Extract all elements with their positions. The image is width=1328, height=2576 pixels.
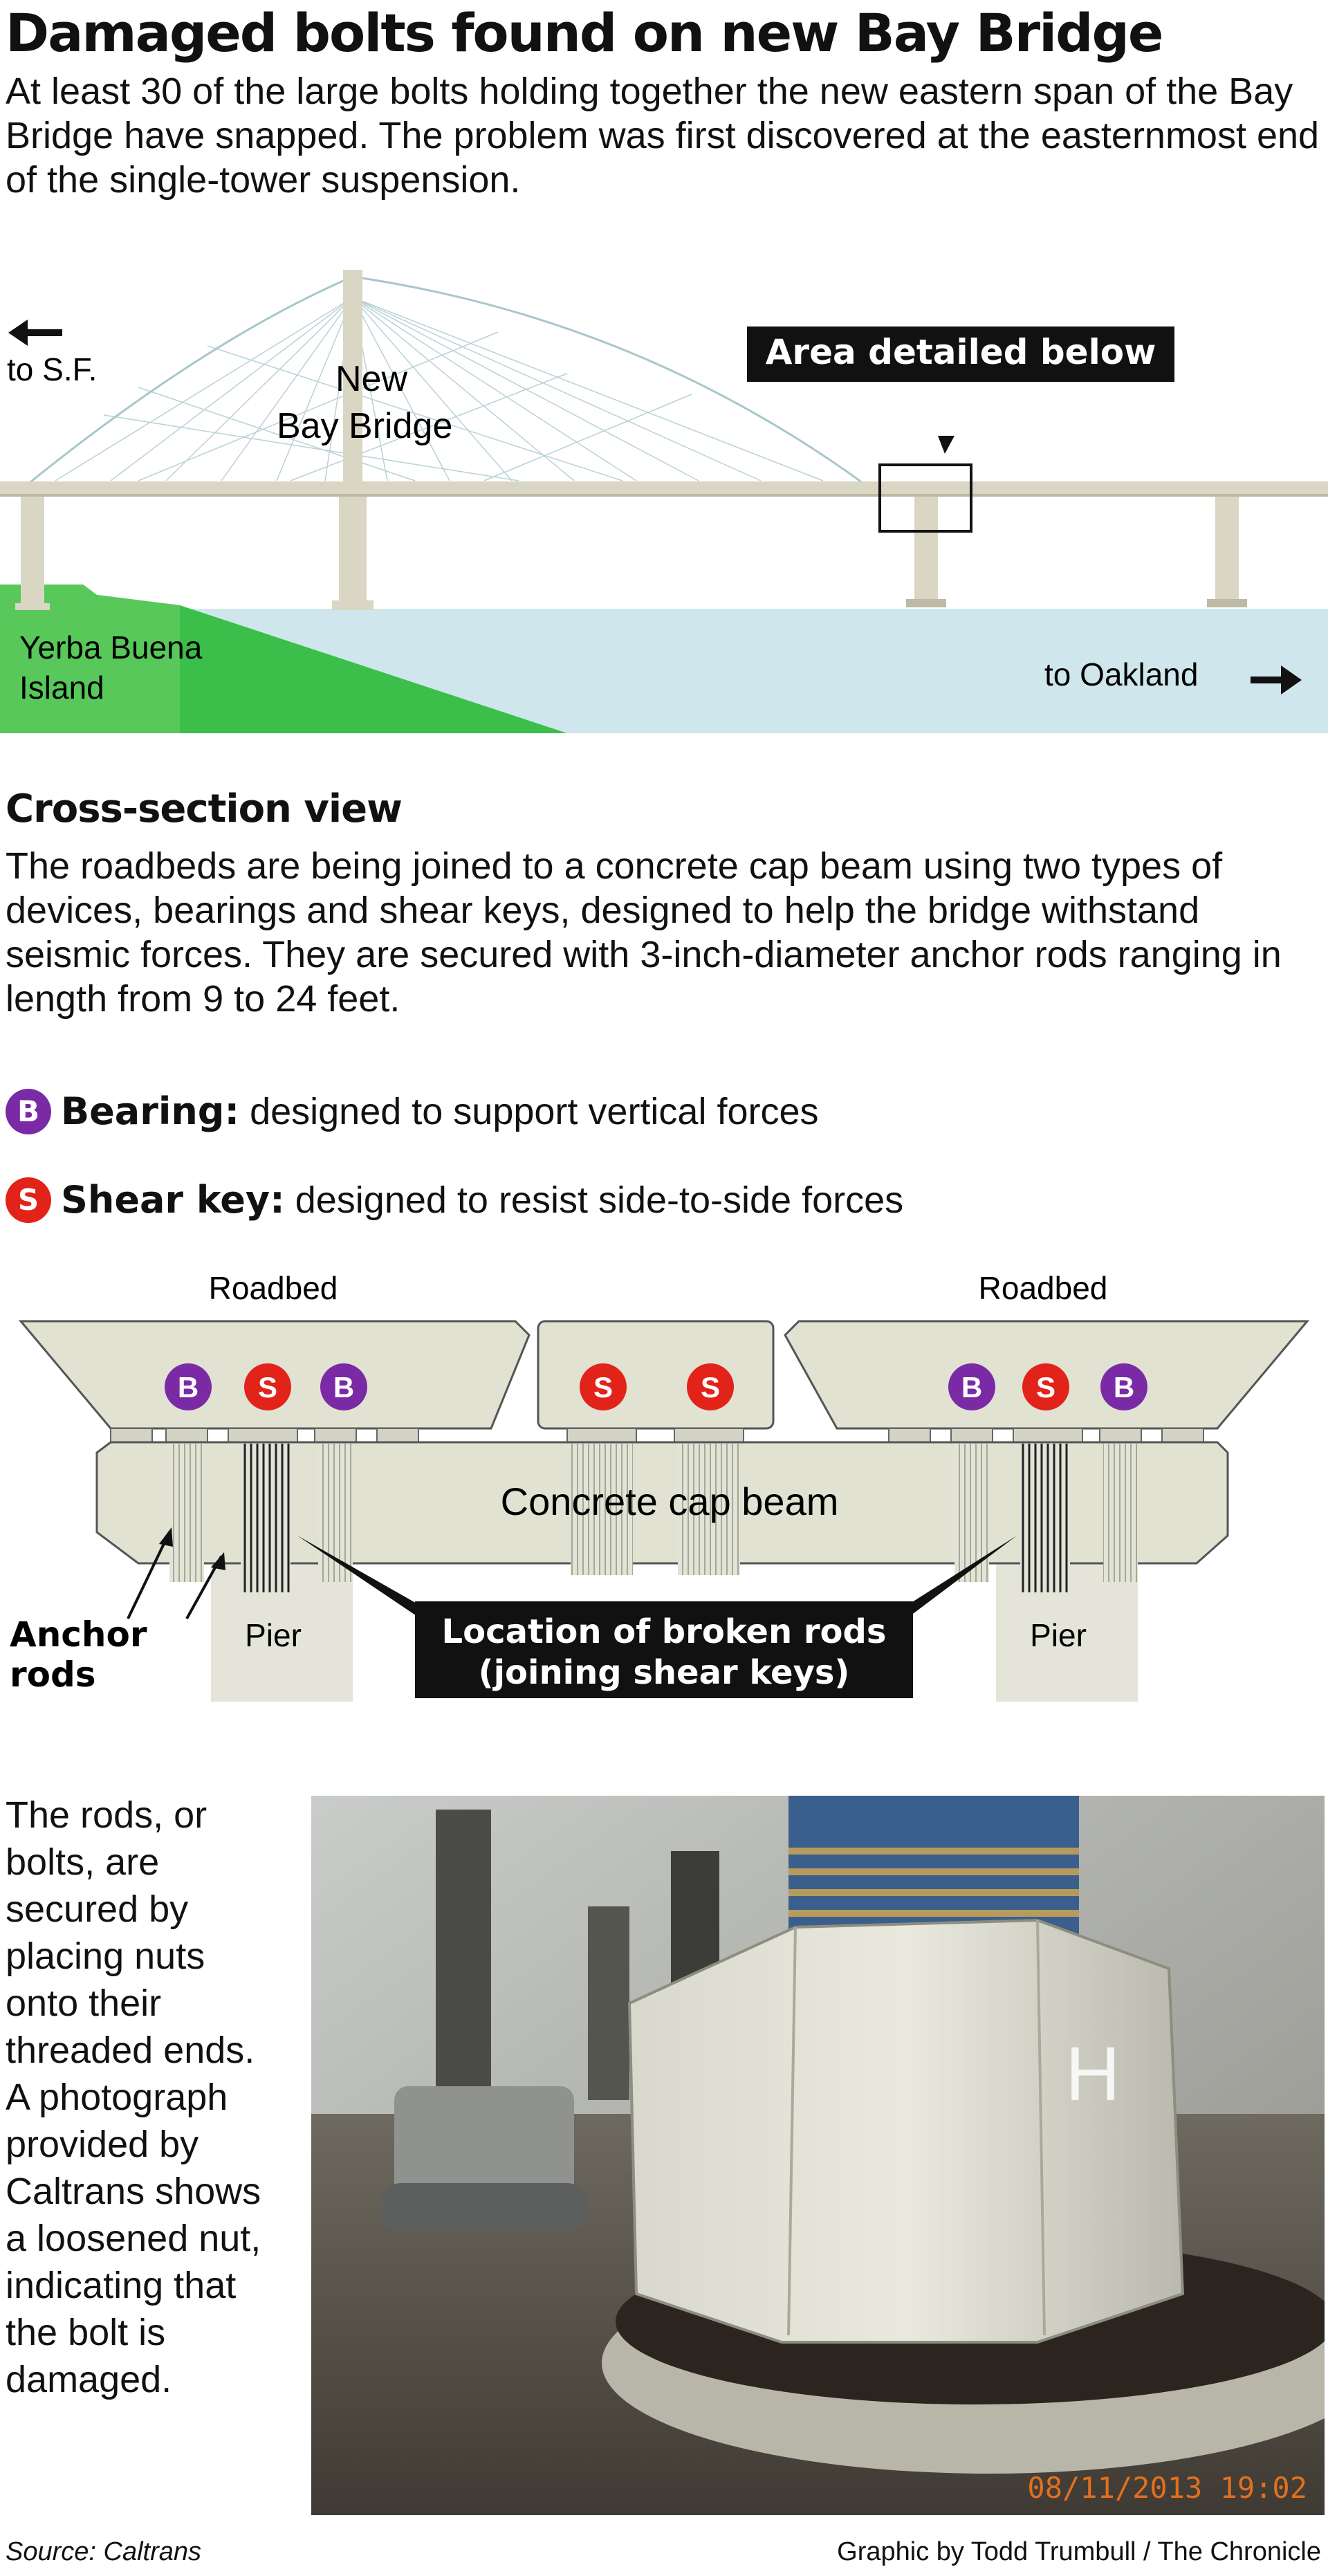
badge-letter: S [593, 1371, 614, 1404]
badge-letter: B [1113, 1371, 1135, 1404]
nut-marking: H [1065, 2032, 1120, 2117]
bridge-label-line2: Bay Bridge [277, 406, 453, 446]
legend-bearing [6, 1087, 819, 1136]
badge-letter: B [177, 1371, 199, 1404]
cross-section-heading: Cross-section view [6, 786, 402, 831]
shear-key-badge-icon: S [6, 1177, 51, 1223]
loosened-nut [629, 1920, 1183, 2342]
cap-beam-label: Concrete cap beam [500, 1480, 839, 1523]
pier-left-label: Pier [245, 1617, 302, 1653]
legend-bearing-term: Bearing: [61, 1089, 240, 1133]
island-label-line1: Yerba Buena [19, 629, 203, 665]
photo-timestamp: 08/11/2013 19:02 [1027, 2471, 1307, 2505]
suspension-cables [28, 277, 865, 484]
badge-letter: B [961, 1371, 983, 1404]
page-title: Damaged bolts found on new Bay Bridge [6, 2, 1163, 64]
broken-rods-label-line1: Location of broken rods [441, 1612, 887, 1651]
badge-letter: S [257, 1371, 278, 1404]
cross-section-diagram [0, 1259, 1328, 1702]
legend-shear-key [6, 1176, 903, 1224]
badge-letter: S [700, 1371, 721, 1404]
island-label-line2: Island [19, 670, 104, 706]
pier-right-label: Pier [1030, 1617, 1087, 1653]
legend-bearing-desc: designed to support vertical forces [239, 1091, 819, 1132]
broken-rods-label-line2: (joining shear keys) [478, 1653, 850, 1692]
cross-section-description: The roadbeds are being joined to a concrete cap beam using two types of devices, bearings and shear keys, designed to help the bridge withstand seismic forces. They are secured with 3-inch-diameter anchor rods ranging in length from 9 to 24 feet. [6, 845, 1282, 1020]
bolt-photo [311, 1796, 1325, 2515]
arrow-left-icon [8, 320, 62, 346]
bridge-diagram [0, 235, 1328, 747]
intro-text: At least 30 of the large bolts holding together the new eastern span of the Bay Bridge have snapped. The problem was first discovered at the easternmost end of the single-tower suspension. [6, 71, 1320, 201]
bearing-badge-icon: B [6, 1089, 51, 1134]
badge-letter: B [333, 1371, 355, 1404]
legend-shear-key-desc: designed to resist side-to-side forces [284, 1179, 904, 1221]
legend-bearing-text [61, 1087, 819, 1136]
roadbed-left-label: Roadbed [208, 1270, 338, 1306]
legend-shear-key-text [61, 1176, 903, 1224]
anchor-rods-label-line1: Anchor [10, 1614, 147, 1655]
to-oakland-label: to Oakland [1044, 656, 1199, 692]
graphic-credit: Graphic by Todd Trumbull / The Chronicle [837, 2537, 1321, 2566]
to-sf-label: to S.F. [7, 351, 98, 387]
detail-label: Area detailed below [765, 332, 1156, 372]
photo-caption: The rods, or bolts, are secured by placing nuts onto their threaded ends. A photograph provided by Caltrans shows a loosened nut, indicating that the bolt is damaged. [6, 1794, 261, 2400]
badge-letter: S [1035, 1371, 1056, 1404]
bridge-label-line1: New [335, 359, 408, 399]
anchor-rods-label-line2: rods [10, 1655, 96, 1695]
roadbed-center-shape [538, 1321, 773, 1428]
roadbed-right-label: Roadbed [978, 1270, 1108, 1306]
legend-shear-key-term: Shear key: [61, 1178, 285, 1222]
source-note: Source: Caltrans [6, 2537, 202, 2566]
